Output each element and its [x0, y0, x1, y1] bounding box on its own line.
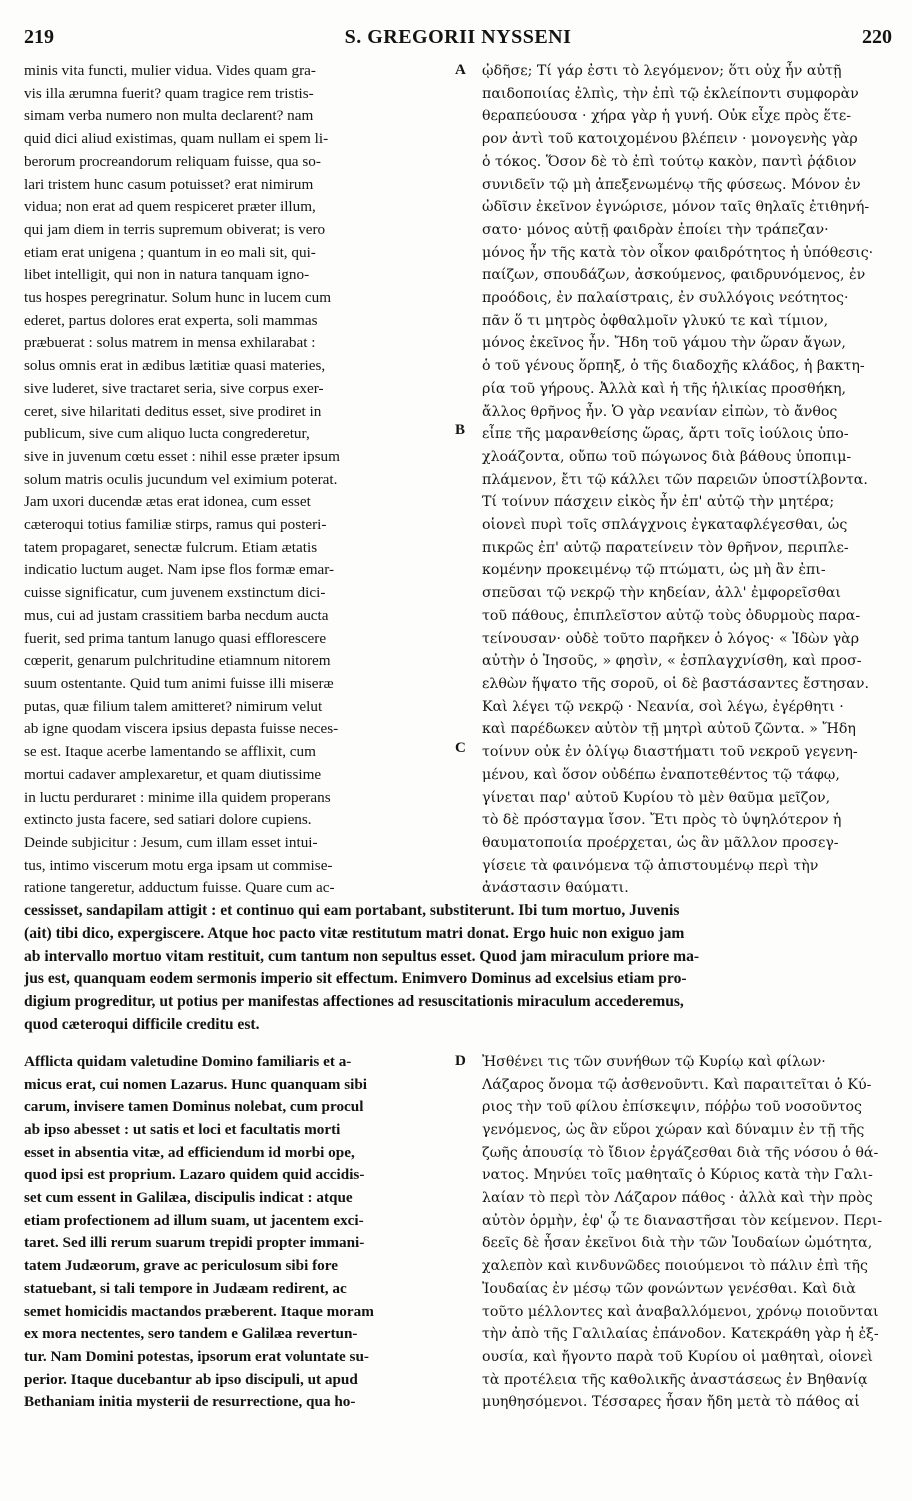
- latin-line: simam verba numero non multa declarent? nam: [24, 107, 314, 125]
- latin-line: Bethaniam initia mysterii de resurrectione, qua ho-: [24, 1393, 356, 1411]
- latin-column: [24, 60, 442, 900]
- greek-line: συνιδεῖν τῷ μὴ ἀπεξενωμένῳ τῆς φύσεως. Μόνον ἐν: [482, 176, 861, 193]
- latin-line: ab igne quodam viscera ipsius depasta fuisse neces-: [24, 720, 339, 738]
- greek-line: αὐτὴν ὁ Ἰησοῦς, » φησὶν, « ἐσπλαγχνίσθη, καὶ προσ-: [482, 653, 862, 670]
- latin-line: micus erat, cui nomen Lazarus. Hunc quanquam sibi: [24, 1075, 368, 1093]
- latin-line: vidua; non erat ad quem respiceret præter illum,: [24, 198, 316, 216]
- margin-markers: [447, 60, 477, 900]
- latin-line: cuisse significatur, cum juvenem exstinctum dici-: [24, 584, 326, 602]
- latin-line: ab ipso abesset : ut satis et loci et facultatis morti: [24, 1120, 341, 1138]
- greek-line: μυηθησόμενοι. Τέσσαρες ἦσαν ἤδη μετὰ τὸ πάθος αἱ: [482, 1394, 860, 1411]
- latin-line: se est. Itaque acerbe lamentando se afflixit, cum: [24, 743, 316, 761]
- greek-line: θεραπεύουσα · χήρα γὰρ ἡ γυνή. Οὐκ εἶχε πρὸς ἕτε-: [482, 108, 852, 125]
- greek-line: οἱονεὶ πυρὶ τοῖς σπλάγχνοις ἐγκαταφλέγεσθαι, ὡς: [482, 517, 848, 534]
- full-width-line: ab intervallo mortuo vitam restituit, cum tantum non sepultus esset. Quod jam miraculum priore ma-: [24, 947, 700, 965]
- latin-line: tur. Nam Domini potestas, ipsorum erat voluntate su-: [24, 1347, 369, 1365]
- greek-line: ρον ἀντὶ τοῦ κατοιχομένου βλέπειν · μονογενὴς γὰρ: [482, 131, 858, 148]
- latin-line: ceret, sive hilaritati deditus esset, sive prodiret in: [24, 402, 322, 420]
- greek-line: ριος τὴν τοῦ φίλου ἐπίσκεψιν, πόῤῥω τοῦ νοσοῦντος: [482, 1099, 862, 1116]
- greek-line: αὐτὸν ὁρμὴν, ἐφ' ᾧ τε διαναστῆσαι τὸν κείμενον. Περι-: [482, 1212, 883, 1229]
- greek-line: χλοάζοντα, οὔπω τοῦ πώγωνος διὰ βάθους ὑποπιμ-: [482, 448, 852, 465]
- full-width-line: digium progreditur, ut potius per manifestas affectiones ad resuscitationis miraculum accederemus,: [24, 993, 684, 1011]
- greek-line: κομένην προκειμένῳ τῷ πτώματι, ὡς μὴ ἂν ἐπι-: [482, 562, 826, 579]
- greek-line: τὰ προτέλεια τῆς καθολικῆς ἀναστάσεως ἐν Βηθανίᾳ: [482, 1371, 868, 1388]
- latin-line: tatem Judæorum, grave ac periculosum sibi fore: [24, 1257, 338, 1275]
- greek-line: παιδοποιίας ἐλπὶς, τὴν ἐπὶ τῷ ἐκλείποντι συμφορὰν: [482, 85, 859, 102]
- latin-line: taret. Sed illi rerum suarum trepidi propter immani-: [24, 1234, 365, 1252]
- latin-line: qui jam diem in terris supremum obiverat; is vero: [24, 220, 326, 238]
- greek-line: εἶπε τῆς μαρανθείσης ὥρας, ἄρτι τοῖς ἰούλοις ὑπο-: [482, 426, 849, 443]
- latin-line: minis vita functi, mulier vidua. Vides quam gra-: [24, 62, 316, 79]
- greek-line: τοίνυν οὐκ ἐν ὀλίγῳ διαστήματι τοῦ νεκροῦ γεγενη-: [482, 744, 858, 761]
- latin-line: quod ipsi est proprium. Lazaro quidem quid accidis-: [24, 1166, 365, 1184]
- latin-line: carum, invisere tamen Dominus nolebat, cum procul: [24, 1098, 364, 1116]
- latin-line: berorum procreandorum reliquam fuisse, qua so-: [24, 152, 321, 170]
- latin-line: esset in absentia vitæ, ad efficiendum id morbi ope,: [24, 1143, 355, 1161]
- greek-line: ὁ τόκος. Ὅσον δὲ τὸ ἐπὶ τούτῳ κακὸν, παντὶ ῥᾴδιον: [482, 153, 857, 170]
- greek-line: γενόμενος, ὡς ἂν εὕροι χώραν καὶ δύναμιν ἐν τῇ τῆς: [482, 1121, 865, 1138]
- latin-line: suum ostentante. Quid tum animi fuisse illi miseræ: [24, 674, 334, 692]
- greek-line: ὁ τοῦ γένους ὅρπηξ, ὁ τῆς διαδοχῆς κλάδος, ἡ βακτη-: [482, 358, 865, 375]
- section-marker: A: [455, 62, 466, 78]
- greek-line: μόνος ἦν τῆς κατὰ τὸν οἶκον φαιδρότητος ἡ ὑπόθεσις·: [482, 244, 874, 261]
- greek-line: Λάζαρος ὄνομα τῷ ἀσθενοῦντι. Καὶ παραιτεῖται ὁ Κύ-: [482, 1076, 872, 1093]
- latin-line: Afflicta quidam valetudine Domino familiaris et a-: [24, 1052, 352, 1070]
- latin-line: cæteroqui totius familiæ stirps, ramus qui posteri-: [24, 516, 327, 534]
- latin-line: semet homicidis mactandos præberent. Itaque moram: [24, 1302, 374, 1320]
- greek-line: τοῦτο μέλλοντες καὶ ἀναβαλλόμενοι, χρόνῳ ποιοῦνται: [482, 1303, 879, 1320]
- greek-line: Καὶ λέγει τῷ νεκρῷ · Νεανία, σοὶ λέγω, ἐγέρθητι ·: [482, 698, 844, 715]
- greek-line: μένου, καὶ ὅσον οὐδέπω ἐναποτεθέντος τῷ τάφῳ,: [482, 766, 840, 783]
- greek-line: τοῦ πάθους, ἐπιπλεῖστον αὐτῷ τοὺς ὀδυρμοὺς παρα-: [482, 607, 861, 624]
- section-2: [24, 1051, 892, 1414]
- latin-line: quid dici aliud existimas, quam nullam ei spem li-: [24, 130, 329, 148]
- latin-line: statuebant, si tali tempore in Judæam redirent, ac: [24, 1279, 347, 1297]
- full-width-line: quod cæteroqui difficile creditu est.: [24, 1016, 260, 1033]
- latin-column-2: [24, 1051, 442, 1414]
- greek-line: σατο· μόνος αὐτῇ φαιδρὰν ἐποίει τὴν τράπεζαν·: [482, 221, 829, 238]
- greek-line: ἀνάστασιν θαύματι.: [482, 880, 629, 897]
- greek-line: Τί τοίνυν πάσχειν εἰκὸς ἦν ἐπ' αὐτῷ τὴν μητέρα;: [482, 494, 835, 511]
- greek-line: ουσία, καὶ ἤγοντο παρὰ τοῦ Κυρίου οἱ μαθηταὶ, οἱονεὶ: [482, 1348, 873, 1365]
- greek-line: ἄλλος θρῆνος ἦν. Ὁ γὰρ νεανίαν εἰπὼν, τὸ ἄνθος: [482, 403, 838, 420]
- section-marker: D: [455, 1052, 466, 1069]
- latin-line: extincto justa facere, sed satiari dolore cupiens.: [24, 811, 312, 829]
- greek-line: πικρῶς ἐπ' αὐτῷ παρατείνειν τὸν θρῆνον, περιπλε-: [482, 539, 849, 556]
- running-title: S. GREGORII NYSSENI: [344, 26, 572, 48]
- paragraph-gap: [24, 1037, 892, 1051]
- latin-line: etiam erat unigena ; quantum in eo mali sit, qui-: [24, 243, 316, 261]
- greek-line: νατος. Μηνύει τοῖς μαθηταῖς ὁ Κύριος κατὰ τὴν Γαλι-: [482, 1167, 873, 1184]
- latin-line: Deinde subjicitur : Jesum, cum illam esset intui-: [24, 833, 318, 851]
- latin-line: perior. Itaque ducebantur ab ipso discipuli, ut apud: [24, 1370, 358, 1388]
- latin-line: solum matris oculis jucundum vel eximium poterat.: [24, 470, 338, 488]
- greek-line: ζωῆς ἀπουσίᾳ τὸ ἴδιον ἐργάζεσθαι διὰ τῆς νόσου ὁ θά-: [482, 1144, 879, 1161]
- greek-line: ὠδῖσιν ἐκεῖνον ἐγνώρισε, μόνον ταῖς θηλαῖς ἐτιθηνή-: [482, 199, 870, 216]
- section-marker: B: [455, 422, 466, 438]
- latin-line: tatem propagaret, senectæ fulcrum. Etiam ætatis: [24, 538, 318, 556]
- margin-markers-2: [447, 1051, 477, 1414]
- full-width-line: (ait) tibi dico, expergiscere. Atque hoc pacto vitæ restitutum matri donat. Ergo huic non exiguo jam: [24, 924, 685, 942]
- latin-line: vis illa ærumna fuerit? quam tragice rem tristis-: [24, 84, 314, 102]
- latin-line: ratione tangeretur, adductum fuisse. Quare cum ac-: [24, 879, 335, 897]
- greek-line: πλάμενον, ἔτι τῷ κάλλει τῶν παρειῶν ὑποστίλβοντα.: [482, 471, 868, 488]
- latin-line: etiam profectionem ad illum suam, ut jacentem exci-: [24, 1211, 364, 1229]
- latin-line: tus hospes peregrinatur. Solum hunc in lucem cum: [24, 289, 332, 307]
- greek-line: θαυματοποιία προέρχεται, ὡς ἂν μᾶλλον προσεγ-: [482, 834, 839, 851]
- latin-line: lari tristem hunc casum potuisset? erat nimirum: [24, 175, 314, 193]
- greek-line: καὶ παρέδωκεν αὐτὸν τῇ μητρὶ αὐτοῦ ζῶντα. » Ἤδη: [482, 721, 856, 738]
- greek-column-2: [482, 1051, 892, 1414]
- full-width-line: jus est, quanquam eodem sermonis imperio sit effectum. Enimvero Dominus ad excelsius etiam pro-: [24, 970, 687, 988]
- greek-line: γίσειε τὰ φαινόμενα τῷ ἀπιστουμένῳ περὶ τὴν: [482, 857, 819, 874]
- greek-line: παίζων, σπουδάζων, ἀσκούμενος, φαιδρυνόμενος, ἐν: [482, 267, 866, 284]
- greek-line: προόδοις, ἐν παλαίστραις, ἐν συλλόγοις νεότητος·: [482, 290, 849, 307]
- greek-line: γίνεται παρ' αὐτοῦ Κυρίου τὸ μὲν θαῦμα μεῖζον,: [482, 789, 831, 806]
- latin-line: indicatio luctum auget. Nam ipse flos formæ emar-: [24, 561, 335, 579]
- section-marker: C: [455, 740, 466, 756]
- latin-line: set cum essent in Galilæa, discipulis indicat : atque: [24, 1189, 353, 1207]
- greek-line: τὴν ἀπὸ τῆς Γαλιλαίας ἐπάνοδον. Κατεκράθη γὰρ ἡ ἐξ-: [482, 1326, 879, 1343]
- greek-line: χαλεπὸν καὶ κινδυνῶδες ποιούμενοι τὸ πάλιν ἐπὶ τῆς: [482, 1258, 869, 1275]
- greek-line: δεεῖς δὲ ἦσαν ἐκεῖνοι διὰ τὴν τῶν Ἰουδαίων ὠμότητα,: [482, 1235, 873, 1252]
- latin-line: ederet, partus dolores erat experta, soli mammas: [24, 311, 318, 329]
- full-width-paragraph: [24, 900, 892, 1037]
- latin-line: libet intelligit, qui non in natura tanquam igno-: [24, 266, 310, 284]
- greek-line: πᾶν ὅ τι μητρὸς ὀφθαλμοῖν γλυκύ τε καὶ τίμιον,: [482, 312, 829, 329]
- greek-line: ᾠδῆσε; Τί γάρ ἐστι τὸ λεγόμενον; ὅτι οὐχ ἦν αὐτῇ: [482, 63, 842, 79]
- greek-column: [482, 60, 892, 900]
- latin-line: tus, intimo viscerum motu erga ipsam ut commise-: [24, 856, 333, 874]
- latin-line: cœperit, genarum pulchritudine etiamnum nitorem: [24, 652, 331, 670]
- latin-line: solus omnis erat in ædibus lætitiæ quasi materies,: [24, 357, 326, 375]
- latin-line: mortui cadaver amplexaretur, et quam diutissime: [24, 765, 322, 783]
- latin-line: publicum, sive cum aliquo lucta congrederetur,: [24, 425, 310, 443]
- latin-line: in luctu perduraret : minime illa quidem properans: [24, 788, 331, 806]
- greek-line: σπεῦσαι τῷ νεκρῷ τὴν κηδείαν, ἀλλ' ἐμφορεῖσθαι: [482, 585, 841, 602]
- greek-line: Ἰουδαίας ἐν μέσῳ τῶν φονώντων γενέσθαι. Καὶ διὰ: [482, 1280, 856, 1297]
- greek-line: μόνος ἐκεῖνος ἦν. Ἤδη τοῦ γάμου τὴν ὥραν ἄγων,: [482, 335, 846, 352]
- latin-line: sive in juvenum cœtu esset : nihil esse præter ipsum: [24, 447, 340, 465]
- latin-line: fuerit, sed prima tantum lanugo quasi efflorescere: [24, 629, 327, 647]
- page-header: [24, 26, 892, 60]
- greek-line: ελθὼν ἥψατο τῆς σοροῦ, οἱ δὲ βαστάσαντες ἔστησαν.: [482, 675, 870, 692]
- greek-line: λαίαν τὸ περὶ τὸν Λάζαρον πάθος · ἀλλὰ καὶ τὴν πρὸς: [482, 1190, 873, 1207]
- section-1: [24, 60, 892, 900]
- latin-line: mus, cui ad justam crassitiem barba necdum aucta: [24, 606, 329, 624]
- page-number-right: 220: [862, 26, 892, 48]
- latin-line: putas, quæ filium talem amitteret? nimirum velut: [24, 697, 323, 715]
- greek-line: ρία τοῦ γήρους. Ἀλλὰ καὶ ἡ τῆς ἡλικίας προσθήκη,: [482, 380, 846, 397]
- latin-line: Jam uxori ducendæ ætas erat idonea, cum esset: [24, 493, 311, 511]
- full-width-line: cessisset, sandapilam attigit : et continuo qui eam portabant, substiterunt. Ibi tum mortuo, Juvenis: [24, 902, 680, 920]
- latin-line: sive luderet, sive tractaret seria, sive corpus exer-: [24, 379, 324, 397]
- latin-line: ex mora nectentes, sero tandem e Galilæa revertun-: [24, 1325, 358, 1343]
- latin-line: præbuerat : solus matrem in mensa exhilarabat :: [24, 334, 316, 352]
- page-number-left: 219: [24, 26, 54, 48]
- greek-line: Ἠσθένει τις τῶν συνήθων τῷ Κυρίῳ καὶ φίλων·: [482, 1053, 826, 1070]
- greek-line: τὸ δὲ πρόσταγμα ἴσον. Ἔτι πρὸς τὸ ὑψηλότερον ἡ: [482, 812, 842, 829]
- greek-line: τείνουσαν· οὐδὲ τοῦτο παρῆκεν ὁ λόγος· « Ἰδὼν γὰρ: [482, 630, 860, 647]
